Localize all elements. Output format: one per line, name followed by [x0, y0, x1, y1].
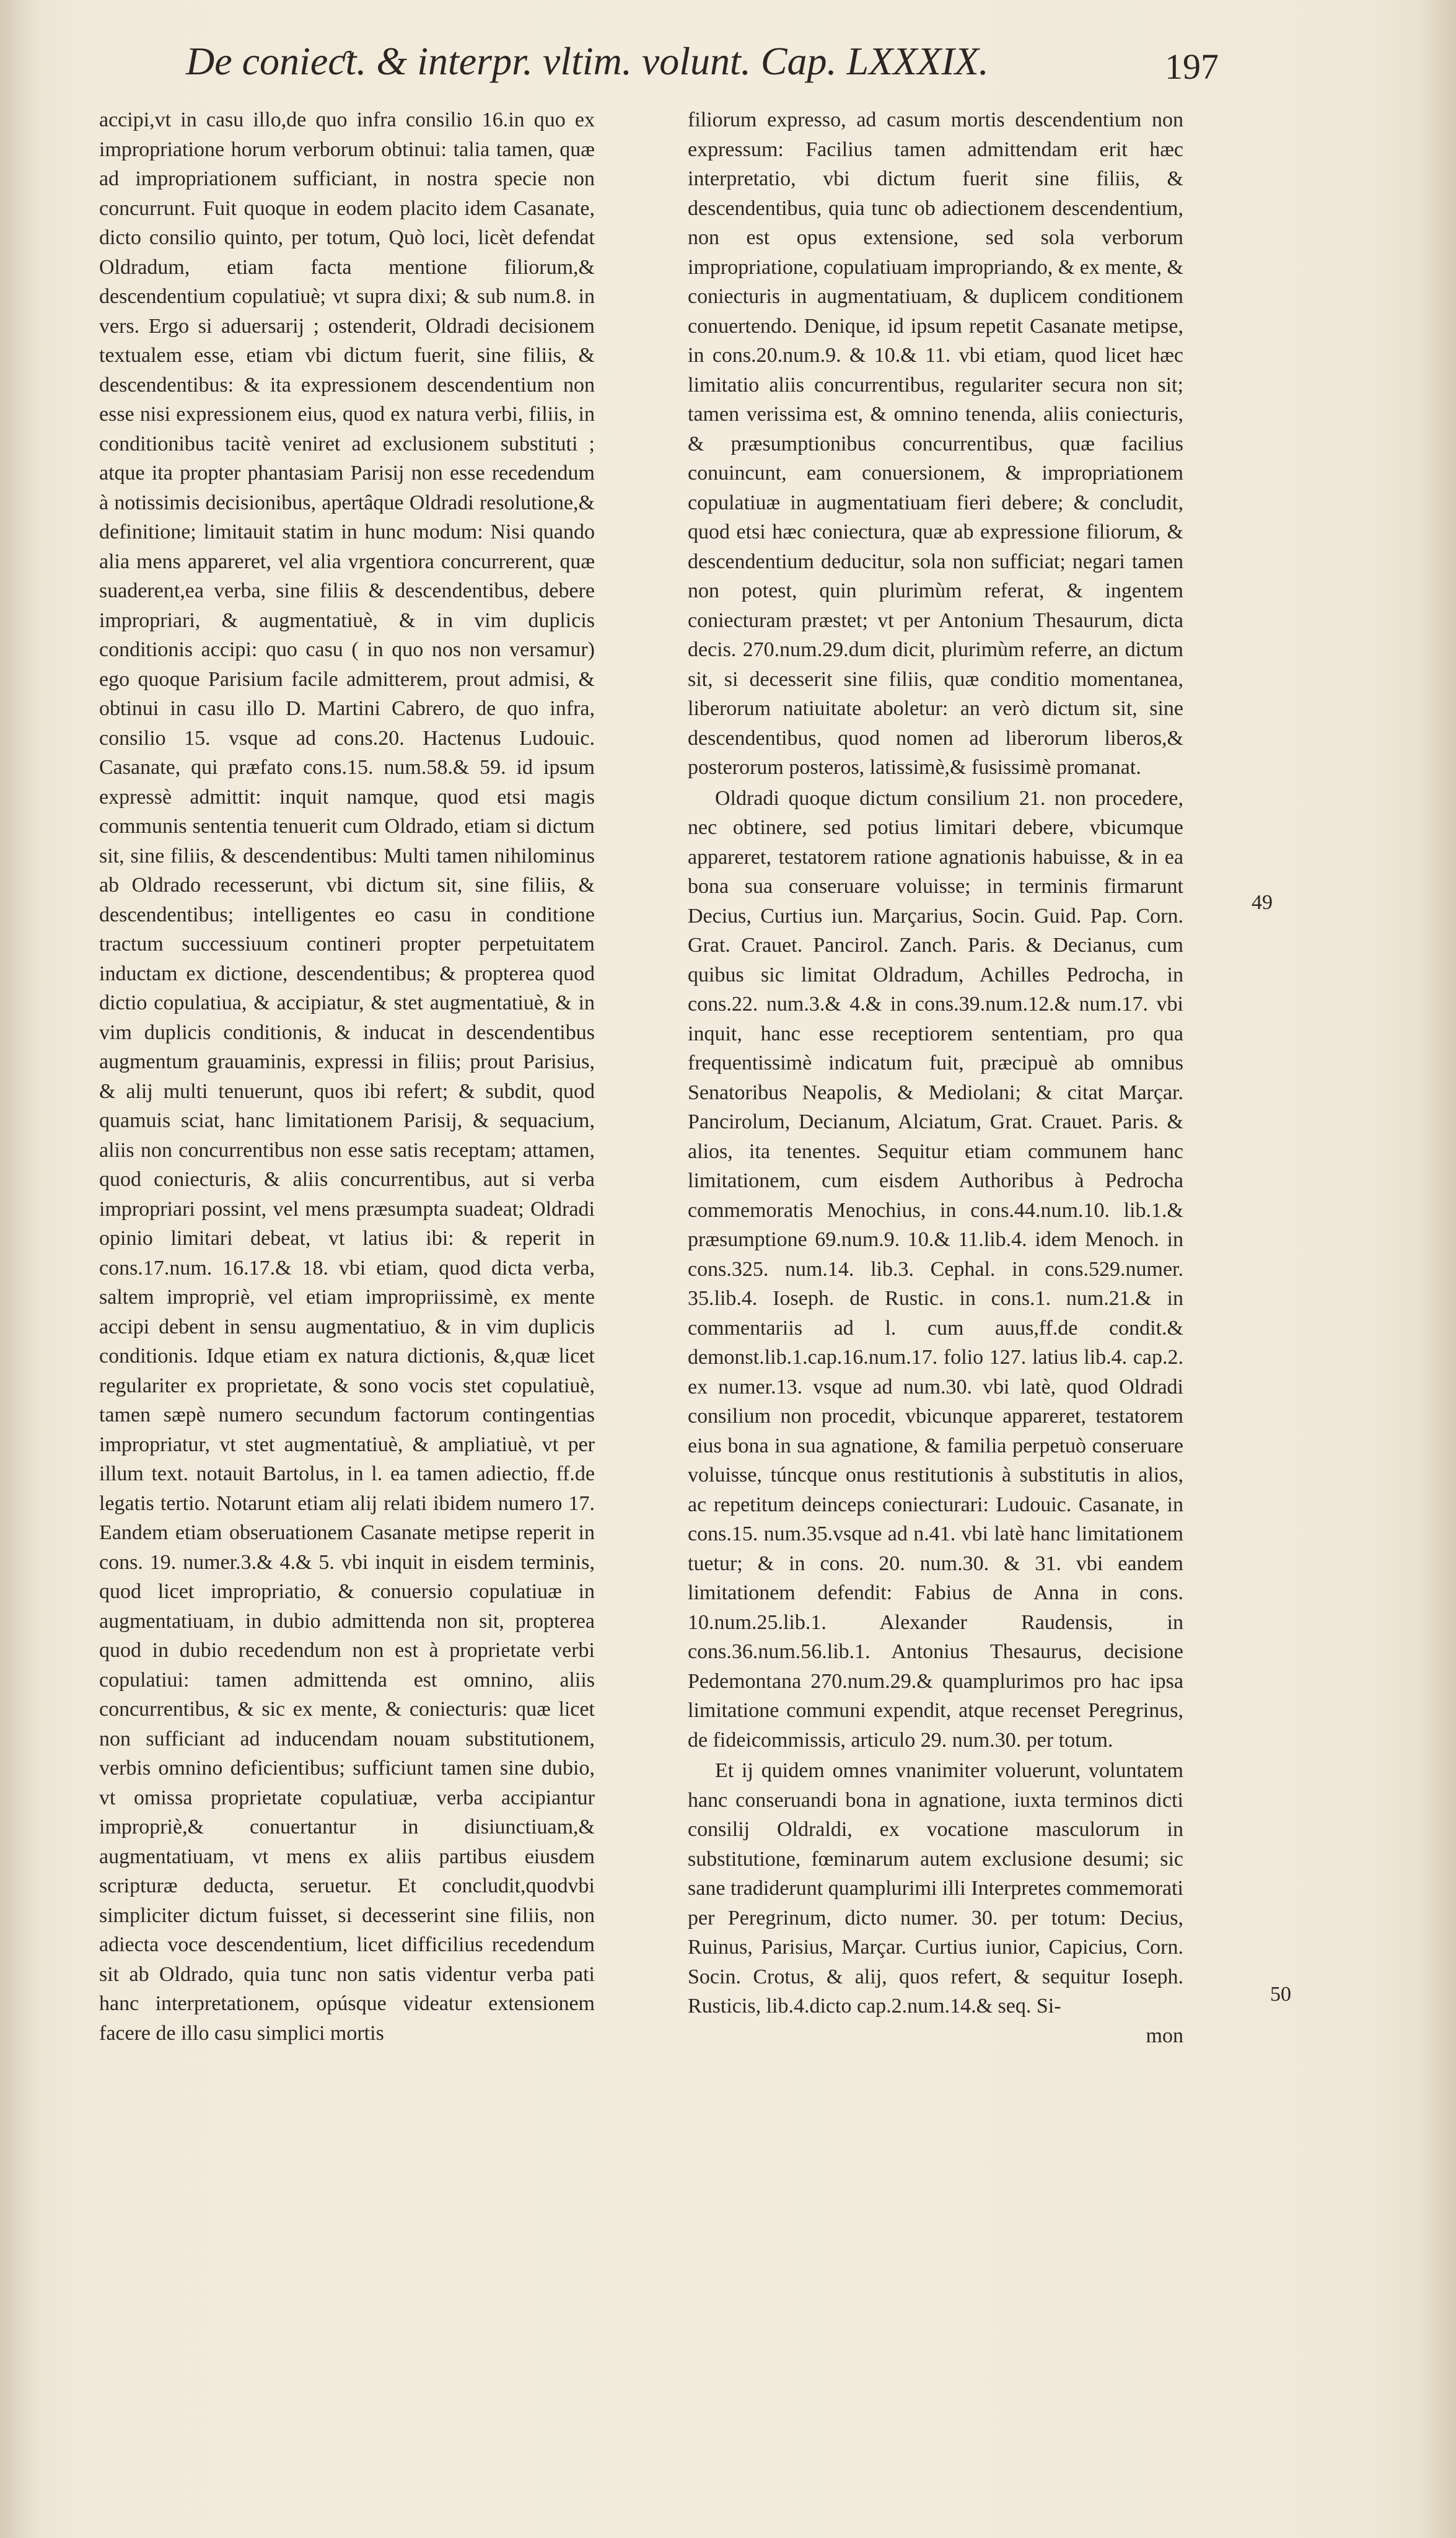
running-title: De conieƈt. & interpr. vltim. volunt. Cap. LXXXIX.	[186, 39, 989, 83]
catchword: mon	[1146, 2024, 1183, 2047]
right-paragraph-2: Oldradi quoque dictum consilium 21. non procedere, nec obtinere, sed potius limitari debere, vbicumque appareret, testatorem ratione agnationis habuisse, & in ea bona sua conseruare voluisse; in terminis firmarunt Decius, Curtius iun. Marçarius, Socin. Guid. Pap. Corn. Grat. Crauet. Pancirol. Zanch. Paris. & Decianus, cum quibus sic limitat Oldradum, Achilles Pedrocha, in cons.22. num.3.& 4.& in cons.39.num.12.& num.17. vbi inquit, hanc esse receptiorem sententiam, pro qua frequentissimè indicatum fuit, præcipuè ab omnibus Senatoribus Neapolis, & Mediolani; & citat Marçar. Pancirolum, Decianum, Alciatum, Grat. Crauet. Paris. & alios, ita tenentes. Sequitur etiam communem hanc limitationem, cum eisdem Authoribus à Pedrocha commemoratis Menochius, in cons.44.num.10. lib.1.& præsumptione 69.num.9. 10.& 11.lib.4. idem Menoch. in cons.325. num.14. lib.3. Cephal. in cons.529.numer. 35.lib.4. Ioseph. de Rustic. in cons.1. num.21.& in commentariis ad l. cum auus,ff.de condit.& demonst.lib.1.cap.16.num.17. folio 127. latius lib.4. cap.2. ex numer.13. vsque ad num.30. vbi latè, quod Oldradi consilium non procedit, vbicunque appareret, testatorem eius bona in sua agnatione, & familia perpetuò conseruare voluisse, túncque onus restitutionis à substitutis in alios, ac repetitum deinceps coniecturari: Ludouic. Casanate, in cons.15. num.35.vsque ad n.41. vbi latè hanc limitationem tuetur; & in cons. 20. num.30. & 31. vbi eandem limitationem defendit: Fabius de Anna in cons. 10.num.25.lib.1. Alexander Raudensis, in cons.36.num.56.lib.1. Antonius Thesaurus, decisione Pedemontana 270.num.29.& quamplurimos pro hac ipsa limitatione communi expendit, atque recenset Peregrinus, de fideicommissis, articulo 29. num.30. per totum.	[688, 786, 1183, 1752]
edge-shadow	[1419, 0, 1456, 2538]
right-paragraph-3: Et ij quidem omnes vnanimiter voluerunt, voluntatem hanc conseruandi bona in agnatione, iuxta terminos dicti consilij Oldraldi, ex vocatione masculorum in substitutione, fœminarum autem exclusione desumi; sic sane tradiderunt quamplurimi illi Interpretes commemorati per Peregrinum, dicto numer. 30. per totum: Decius, Ruinus, Parisius, Marçar. Curtius iunior, Capicius, Corn. Socin. Crotus, & alij, quos refert, & sequitur Ioseph. Rusticis, lib.4.dicto cap.2.num.14.& seq. Si-	[688, 1759, 1183, 2018]
page-number: 197	[1165, 46, 1219, 87]
right-column	[688, 105, 1183, 2050]
left-paragraph-1: accipi,vt in casu illo,de quo infra consilio 16.in quo ex impropriatione horum verborum obtinui: talia tamen, quæ ad impropriationem sufficiant, in nostra specie non concurrunt. Fuit quoque in eodem placito idem Casanate, dicto consilio quinto, per totum, Quò loci, licèt defendat Oldradum, etiam facta mentione filiorum,& descendentium copulatiuè; vt supra dixi; & sub num.8. in vers. Ergo si aduersarij ; ostenderit, Oldradi decisionem textualem esse, etiam vbi dictum fuerit, sine filiis, & descendentibus: & ita expressionem descendentium non esse nisi expressionem eius, quod ex natura verbi, filiis, in conditionibus tacitè veniret ad exclusionem substituti ; atque ita propter phantasiam Parisij non esse recedendum à notissimis decisionibus, apertâque Oldradi resolutione,& definitione; limitauit statim in hunc modum: Nisi quando alia mens appareret, vel alia vrgentiora concurrerent, quæ suaderent,ea verba, sine filiis & descendentibus, debere impropriari, & augmentatiuè, & in vim duplicis conditionis accipi: quo casu ( in quo nos non versamur) ego quoque Parisium facile admitterem, prout admisi, & obtinui in casu illo D. Martini Cabrero, de quo infra, consilio 15. vsque ad cons.20. Hactenus Ludouic. Casanate, qui præfato cons.15. num.58.& 59. id ipsum expressè admittit: inquit namque, quod etsi magis communis sententia tenuerit cum Oldrado, etiam si dictum sit, sine filiis, & descendentibus: Multi tamen nihilominus ab Oldrado recesserunt, vbi dictum sit, sine filiis, & descendentibus; intelligentes eo casu in conditione tractum successiuum contineri propter perpetuitatem inductam ex dictione, descendentibus; & propterea quod dictio copulatiua, & accipiatur, & stet augmentatiuè, & in vim duplicis conditionis, & inducat in descendentibus augmentum grauaminis, expressi in filiis; prout Parisius, & alij multi tenuerunt, quos ibi refert; & subdit, quod quamuis sciat, hanc limitationem Parisij, & sequacium, aliis non concurrentibus non esse satis receptam; attamen, quod coniecturis, & aliis concurrentibus, aut si verba impropriari possint, vel mens præsumpta suadeat; Oldradi opinio limitari debeat, vt latius ibi: & reperit in cons.17.num. 16.17.& 18. vbi etiam, quod dicta verba, saltem impropriè, vel etiam impropriissimè, ex mente accipi debent in sensu augmentatiuo, & in vim duplicis conditionis. Idque etiam ex natura dictionis, &,quæ licet regulariter ex proprietate, & sono vocis stet copulatiuè, tamen sæpè numero secundum factorum contingentias impropriatur, vt stet augmentatiuè, & ampliatiuè, vt per illum text. notauit Bartolus, in l. ea tamen adiectio, ff.de legatis tertio. Notarunt etiam alij relati ibidem numero 17. Eandem etiam obseruationem Casanate metipse reperit in cons. 19. numer.3.& 4.& 5. vbi inquit in eisdem terminis, quod licet impropriatio, & conuersio copulatiuæ in augmentatiuam, in dubio admittenda non sit, propterea quod in dubio recedendum non est à proprietate verbi copulatiui: tamen admittenda est omnino, aliis concurrentibus, & sic ex mente, & coniecturis: quæ licet non sufficiant ad inducendam nouam substitutionem, verbis omnino deficientibus; sufficiunt tamen sine dubio, vt omissa proprietate copulatiuæ, verba accipiantur impropriè,& conuertantur in disiunctiuam,& augmentatiuam, vt mens ex aliis partibus eiusdem scripturæ deducta, seruetur. Et concludit,quodvbi simpliciter dictum fuisset, si decesserint sine filiis, non adiecta voce descendentium, licet difficilius recedendum sit ab Oldrado, quia tunc non satis videntur verba pati hanc interpretationem, opúsque videatur extensionem facere de illo casu simplici mortis	[99, 108, 595, 2045]
margin-note-50: 50	[1270, 1983, 1291, 2006]
spine-shadow	[0, 0, 37, 2538]
margin-note-49: 49	[1252, 891, 1273, 914]
right-paragraph-1: filiorum expresso, ad casum mortis descendentium non expressum: Facilius tamen admittendam erit hæc interpretatio, vbi dictum fuerit sine filiis, & descendentibus, quia tunc ob adiectionem descendentium, non est opus extensione, sed sola verborum impropriatione, copulatiuam impropriando, & ex mente, & coniecturis in augmentatiuam, & duplicem conditionem conuertendo. Denique, id ipsum repetit Casanate metipse, in cons.20.num.9. & 10.& 11. vbi etiam, quod licet hæc limitatio aliis concurrentibus, regulariter secura non sit; tamen verissima est, & omnino tenenda, aliis coniecturis, & præsumptionibus concurrentibus, quæ facilius conuincunt, eam conuersionem, & impropriationem copulatiuæ in augmentatiuam fieri debere; & concludit, quod etsi hæc coniectura, quæ ab expressione filiorum, & descendentium deducitur, sola non sufficiat; negari tamen non potest, quin plurimùm referat, & ingentem coniecturam præstet; vt per Antonium Thesaurum, dicta decis. 270.num.29.dum dicit, plurimùm referre, an dictum sit, si decesserit sine filiis, quæ conditio momentanea, liberorum natiuitate aboletur: an verò dictum sit, sine descendentibus, quod nomen ad liberorum liberos,& posterorum posteros, latissimè,& fusissimè promanat.	[688, 108, 1183, 779]
left-column	[99, 105, 595, 2048]
